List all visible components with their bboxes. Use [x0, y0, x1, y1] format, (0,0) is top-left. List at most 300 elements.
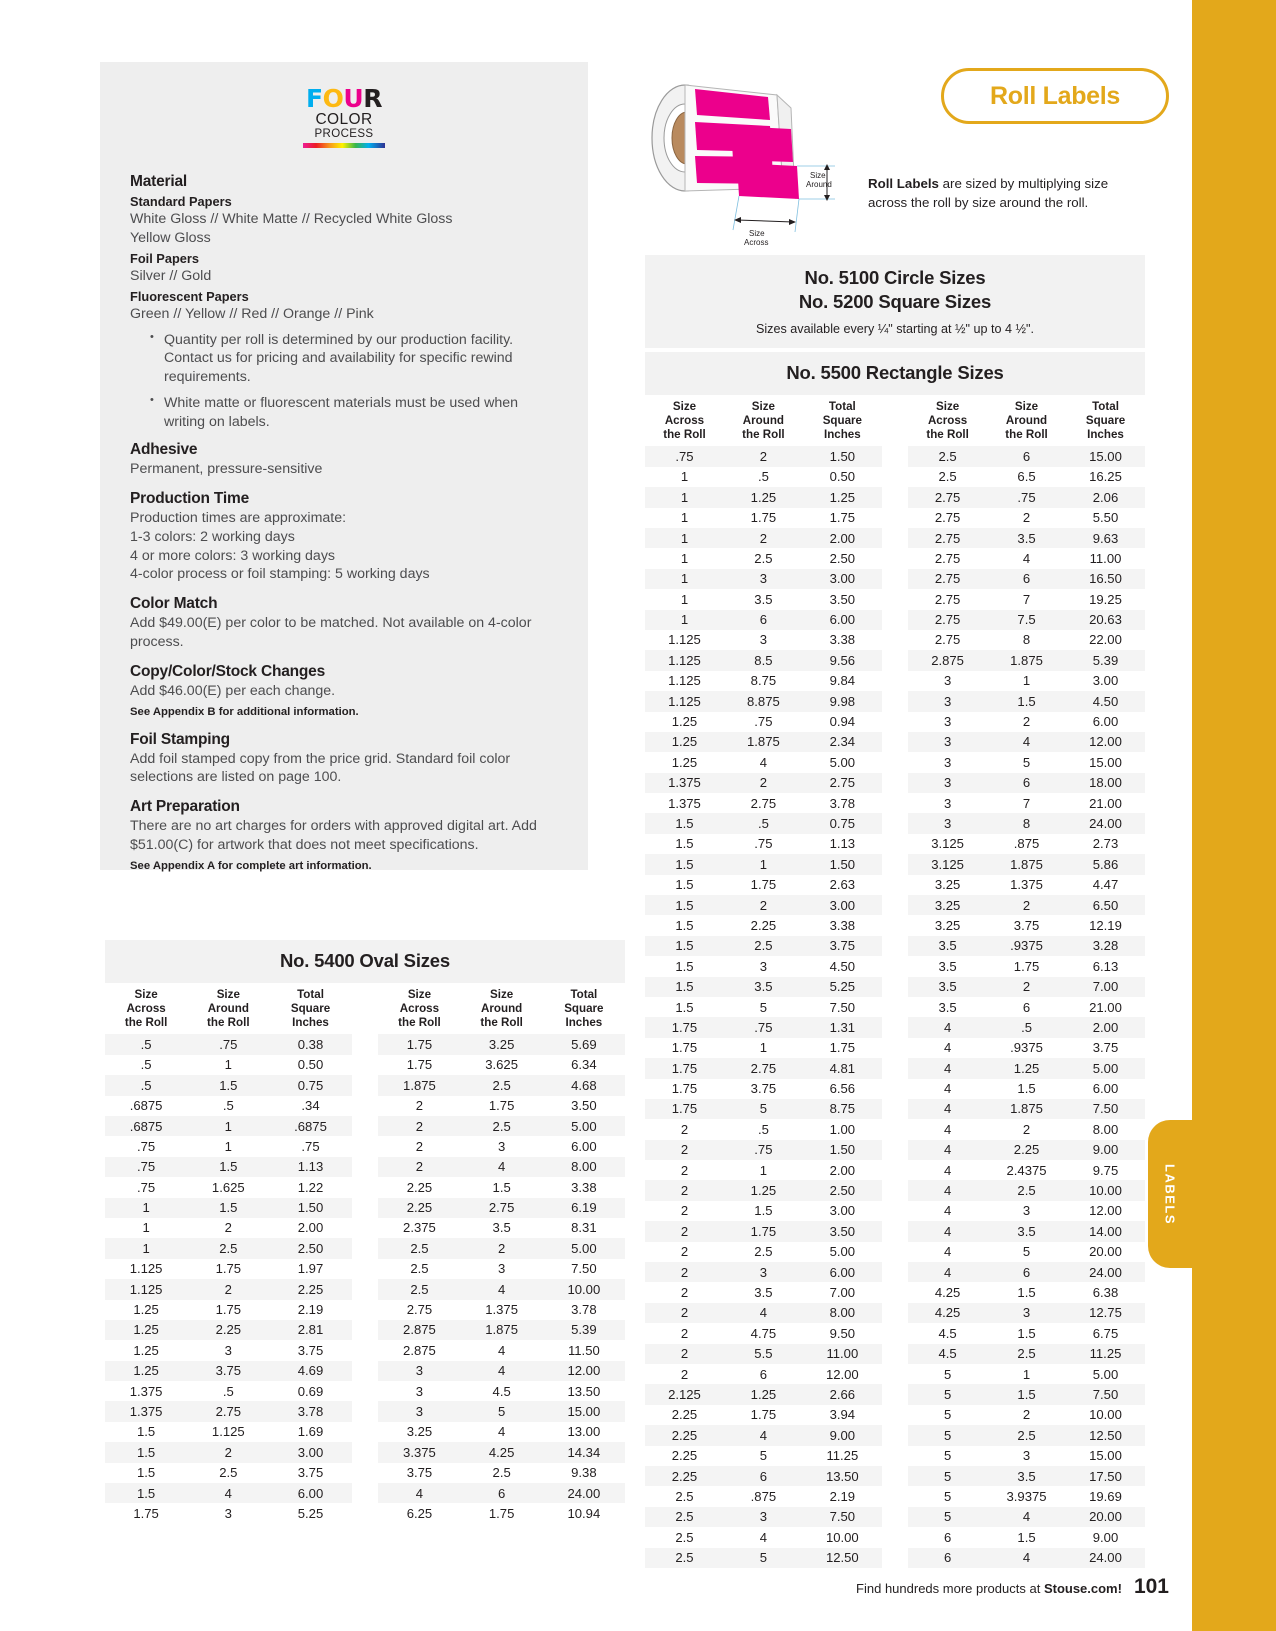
- table-row: [645, 1282, 1145, 1302]
- cell-size-around: 3: [224, 1342, 232, 1358]
- cell-total-inches: 10.00: [1066, 1180, 1145, 1200]
- cell-size-across: 4: [908, 1058, 987, 1078]
- col-total-inches-right: Total Square Inches: [1085, 400, 1126, 441]
- col-size-across-left: Size Across the Roll: [663, 400, 706, 441]
- cell-size-across: 2.25: [671, 1407, 698, 1423]
- cell-total-inches: 0.94: [829, 714, 856, 730]
- cell-size-across: 1.75: [671, 1081, 698, 1097]
- oval-table-body: [105, 1034, 625, 1523]
- table-row: [645, 1486, 1145, 1506]
- cell-size-around: 3: [1022, 1448, 1031, 1464]
- cell-total-inches: 4.69: [269, 1361, 351, 1381]
- cell-total-inches: 8.00: [803, 1303, 882, 1323]
- table-row: [645, 1303, 1145, 1323]
- cell-size-across: 5: [908, 1425, 987, 1445]
- cell-size-across: 2: [645, 1221, 724, 1241]
- cell-total-inches: 1.75: [829, 1040, 856, 1056]
- column-gap: [882, 956, 908, 976]
- cell-total-inches: 9.38: [571, 1465, 597, 1481]
- cell-total-inches: 13.00: [567, 1424, 601, 1440]
- table-row: [105, 1177, 625, 1197]
- table-row: [645, 1384, 1145, 1404]
- table-row: [645, 548, 1145, 568]
- cell-size-across: 2: [415, 1138, 424, 1154]
- cell-size-around: 4: [759, 754, 768, 770]
- changes-appendix-note: See Appendix B for additional information.: [130, 705, 359, 718]
- cell-size-around: 1.875: [987, 854, 1066, 874]
- cell-total-inches: 11.00: [803, 1344, 882, 1364]
- four-color-process-logo: [303, 86, 385, 148]
- column-gap: [352, 1198, 379, 1218]
- table-header-row: [105, 983, 625, 1034]
- cell-size-around: 4.75: [750, 1325, 777, 1341]
- column-gap: [882, 1038, 908, 1058]
- cell-size-across: 4: [908, 1262, 987, 1282]
- cell-total-inches: 10.00: [825, 1529, 859, 1545]
- cell-size-around: 1.75: [215, 1302, 242, 1318]
- cell-total-inches: 16.50: [1066, 569, 1145, 589]
- table-row: [105, 1422, 625, 1442]
- cell-total-inches: 15.00: [543, 1401, 625, 1421]
- table-row: [645, 1364, 1145, 1384]
- cell-size-around: 3: [1022, 1203, 1031, 1219]
- cell-total-inches: 6.00: [1092, 714, 1119, 730]
- cell-size-around: 1.875: [987, 1099, 1066, 1119]
- cell-size-across: 1: [680, 510, 689, 526]
- cell-size-across: 2: [645, 1180, 724, 1200]
- table-row: [645, 712, 1145, 732]
- cell-size-around: 1: [759, 1162, 768, 1178]
- cell-total-inches: 2.50: [829, 550, 856, 566]
- cell-size-around: 3: [724, 1262, 803, 1282]
- column-gap: [882, 1446, 908, 1466]
- cell-size-around: 4: [987, 1548, 1066, 1568]
- cell-total-inches: 12.50: [803, 1548, 882, 1568]
- material-bullet-list: [130, 331, 558, 432]
- table-row: [105, 1361, 625, 1381]
- cell-size-around: 7: [1022, 795, 1031, 811]
- column-gap: [882, 446, 908, 466]
- cell-size-around: 2: [724, 528, 803, 548]
- cell-size-around: .875: [750, 1488, 777, 1504]
- cell-size-across: 1.375: [105, 1401, 187, 1421]
- column-gap: [352, 1381, 379, 1401]
- cell-total-inches: 8.31: [571, 1220, 597, 1236]
- cell-size-across: 1.125: [129, 1261, 163, 1277]
- table-row: [645, 589, 1145, 609]
- cell-size-across: 1.5: [105, 1442, 187, 1462]
- column-gap: [352, 983, 379, 1034]
- cell-total-inches: 3.00: [829, 1203, 856, 1219]
- cell-size-around: 2.5: [461, 1116, 543, 1136]
- cell-total-inches: 3.00: [269, 1442, 351, 1462]
- col-size-around-left: Size Around the Roll: [207, 988, 250, 1029]
- cell-size-around: 1.5: [492, 1179, 511, 1195]
- table-row: [645, 467, 1145, 487]
- cell-total-inches: 0.50: [297, 1057, 324, 1073]
- oval-sizes-banner: [105, 940, 625, 983]
- cell-size-across: 1.25: [671, 714, 698, 730]
- cell-size-across: 1.375: [129, 1383, 163, 1399]
- cell-size-around: 5: [461, 1401, 543, 1421]
- cell-size-around: 3: [497, 1138, 506, 1154]
- cell-size-around: 1.25: [724, 1180, 803, 1200]
- cell-total-inches: 15.00: [1066, 446, 1145, 466]
- cell-size-across: 5: [943, 1366, 952, 1382]
- cell-total-inches: 9.75: [1092, 1162, 1119, 1178]
- cell-size-around: 7: [1022, 591, 1031, 607]
- cell-total-inches: 1.25: [803, 487, 882, 507]
- cell-total-inches: 24.00: [1066, 1262, 1145, 1282]
- cell-size-across: 3.125: [908, 854, 987, 874]
- cell-size-around: 3.75: [187, 1361, 269, 1381]
- cell-size-around: 1.875: [987, 650, 1066, 670]
- cell-size-across: 2: [415, 1098, 424, 1114]
- cell-size-across: 1.5: [137, 1424, 156, 1440]
- list-item: • Quantity per roll is determined by our production facility. Contact us for pricing and availability for specific rewind requirements.: [150, 331, 558, 388]
- cell-size-around: 2.5: [987, 1344, 1066, 1364]
- cell-size-around: 1.5: [987, 1384, 1066, 1404]
- cell-size-across: 4: [943, 1244, 952, 1260]
- cell-size-around: 2: [1022, 1407, 1031, 1423]
- column-gap: [352, 1157, 379, 1177]
- cell-size-across: .75: [105, 1157, 187, 1177]
- table-row: [105, 1279, 625, 1299]
- cell-size-around: 2: [987, 895, 1066, 915]
- cell-size-across: 4: [908, 1221, 987, 1241]
- cell-total-inches: 9.00: [1066, 1140, 1145, 1160]
- cell-size-around: 2: [224, 1220, 232, 1236]
- cell-total-inches: 7.50: [571, 1261, 597, 1277]
- column-gap: [882, 1486, 908, 1506]
- cell-total-inches: 1.31: [803, 1017, 882, 1037]
- cell-size-around: 4: [187, 1483, 269, 1503]
- cell-size-across: 3.5: [908, 936, 987, 956]
- cell-size-across: 2.875: [908, 650, 987, 670]
- logo-process-text: PROCESS: [314, 127, 374, 140]
- cell-size-across: 1.375: [668, 795, 701, 811]
- cell-size-across: 2.125: [645, 1384, 724, 1404]
- cell-total-inches: 2.50: [803, 1180, 882, 1200]
- table-row: [645, 1099, 1145, 1119]
- column-gap: [882, 1058, 908, 1078]
- cell-size-across: 2.25: [378, 1198, 460, 1218]
- cell-size-around: 4: [987, 1507, 1066, 1527]
- column-gap: [882, 1323, 908, 1343]
- cell-size-around: 2: [187, 1279, 269, 1299]
- column-gap: [882, 773, 908, 793]
- cell-size-around: .9375: [987, 936, 1066, 956]
- table-row: [105, 1381, 625, 1401]
- cell-size-across: 5: [908, 1384, 987, 1404]
- cell-total-inches: 1.75: [829, 510, 856, 526]
- column-gap: [882, 508, 908, 528]
- table-row: [645, 487, 1145, 507]
- four-color-process-logo-wrap: [100, 62, 588, 148]
- column-gap: [882, 997, 908, 1017]
- table-row: [645, 1201, 1145, 1221]
- cell-total-inches: 2.00: [297, 1220, 324, 1236]
- table-row: [645, 446, 1145, 466]
- cell-size-across: .6875: [105, 1116, 187, 1136]
- cell-total-inches: 3.75: [803, 936, 882, 956]
- rectangle-table-head: [645, 395, 1145, 446]
- column-gap: [882, 1140, 908, 1160]
- cell-size-across: 3.25: [934, 917, 961, 933]
- cell-size-across: 2.5: [675, 1488, 694, 1504]
- cell-total-inches: 6.00: [803, 610, 882, 630]
- foil-stamping-line: Add foil stamped copy from the price grid. Standard foil color selections are listed on page 100.: [130, 750, 511, 786]
- table-row: [645, 1425, 1145, 1445]
- table-row: [105, 1320, 625, 1340]
- cell-size-across: 3: [943, 714, 952, 730]
- changes-line: Add $46.00(E) per each change.: [130, 683, 336, 699]
- cell-size-across: 6.25: [406, 1505, 433, 1521]
- roll-label-illustration: [645, 70, 875, 255]
- column-gap: [882, 528, 908, 548]
- cell-size-across: 1.75: [671, 1040, 698, 1056]
- cell-size-around: 6: [987, 446, 1066, 466]
- art-preparation-heading: Art Preparation: [130, 798, 240, 816]
- table-row: [105, 1483, 625, 1503]
- column-gap: [882, 936, 908, 956]
- cell-size-around: 5: [759, 999, 768, 1015]
- cell-size-across: 1: [645, 528, 724, 548]
- column-gap: [882, 854, 908, 874]
- cell-size-across: 1.75: [133, 1505, 159, 1521]
- column-gap: [882, 793, 908, 813]
- footer-note-text: Find hundreds more products at: [856, 1581, 1044, 1596]
- cell-size-across: 1.75: [378, 1034, 460, 1054]
- table-row: [645, 773, 1145, 793]
- cell-size-across: 2: [680, 1325, 689, 1341]
- cell-size-across: 5: [943, 1407, 952, 1423]
- cell-total-inches: 0.75: [269, 1075, 351, 1095]
- cell-size-across: 2: [645, 1344, 724, 1364]
- cell-size-across: 2: [680, 1121, 689, 1137]
- rectangle-sizes-block: [645, 352, 1145, 1568]
- cell-size-around: 1.5: [187, 1075, 269, 1095]
- cell-size-across: 1: [105, 1198, 187, 1218]
- cell-size-across: 4: [943, 1203, 952, 1219]
- cell-size-across: 1.5: [675, 836, 694, 852]
- cell-size-around: 2.4375: [1006, 1162, 1047, 1178]
- col-total-inches-left: Total Square Inches: [822, 400, 862, 441]
- cell-total-inches: 24.00: [543, 1483, 625, 1503]
- circle-square-sizes-block: [645, 255, 1145, 348]
- cell-total-inches: 9.84: [829, 673, 856, 689]
- cell-size-around: .5: [757, 469, 769, 485]
- cell-total-inches: 1.69: [297, 1424, 324, 1440]
- cell-size-around: 2.75: [750, 795, 777, 811]
- intro-rest: are sized by multiplying size across the roll by size around the roll.: [868, 176, 1109, 211]
- cell-total-inches: 13.50: [567, 1383, 601, 1399]
- cell-total-inches: 1.50: [269, 1198, 351, 1218]
- cell-size-across: 3.75: [406, 1465, 433, 1481]
- cell-size-across: 2.5: [908, 446, 987, 466]
- table-row: [105, 1259, 625, 1279]
- cell-size-across: 3: [908, 813, 987, 833]
- column-gap: [352, 1442, 379, 1462]
- cell-total-inches: 12.00: [1089, 1203, 1122, 1219]
- cell-total-inches: 20.00: [1089, 1244, 1122, 1260]
- cell-total-inches: 0.38: [269, 1034, 351, 1054]
- column-gap: [352, 1136, 379, 1156]
- cell-size-around: 3.5: [754, 591, 773, 607]
- cell-size-across: 1: [680, 550, 689, 566]
- cell-size-around: .75: [724, 1017, 803, 1037]
- cell-size-around: 2: [987, 977, 1066, 997]
- column-gap: [352, 1238, 379, 1258]
- column-gap: [882, 610, 908, 630]
- adhesive-heading: Adhesive: [130, 440, 198, 458]
- table-row: [645, 854, 1145, 874]
- cell-size-across: 2: [680, 1244, 689, 1260]
- cell-size-across: 1: [645, 610, 724, 630]
- cell-size-across: 1.125: [668, 673, 701, 689]
- cell-total-inches: 9.00: [1092, 1529, 1119, 1545]
- col-total-inches-left: Total Square Inches: [290, 988, 331, 1029]
- cell-size-across: 1.5: [645, 977, 724, 997]
- table-row: [645, 528, 1145, 548]
- cell-total-inches: 5.00: [543, 1116, 625, 1136]
- cell-total-inches: 5.00: [1092, 1366, 1119, 1382]
- cell-size-around: 1.5: [187, 1157, 269, 1177]
- cell-size-across: 2.875: [378, 1320, 460, 1340]
- cell-size-across: 1.375: [645, 773, 724, 793]
- cell-total-inches: 11.25: [1066, 1344, 1145, 1364]
- table-row: [105, 1503, 625, 1523]
- cell-total-inches: 5.00: [1066, 1058, 1145, 1078]
- column-gap: [882, 487, 908, 507]
- column-gap: [882, 1384, 908, 1404]
- table-row: [105, 1157, 625, 1177]
- column-gap: [882, 1405, 908, 1425]
- cell-total-inches: 6.56: [829, 1081, 856, 1097]
- cell-size-around: 3.5: [987, 528, 1066, 548]
- oval-sizes-title: No. 5400 Oval Sizes: [280, 950, 450, 971]
- column-gap: [882, 1180, 908, 1200]
- column-gap: [882, 1201, 908, 1221]
- page-number: 101: [1133, 1575, 1169, 1598]
- table-row: [645, 671, 1145, 691]
- cell-size-across: 2: [680, 1366, 689, 1382]
- column-gap: [882, 1425, 908, 1445]
- cell-size-across: 2.875: [403, 1342, 436, 1358]
- cell-size-across: 2: [645, 1262, 724, 1282]
- cell-total-inches: 16.25: [1089, 469, 1122, 485]
- cell-size-across: 4: [378, 1483, 460, 1503]
- cell-total-inches: 3.28: [1066, 936, 1145, 956]
- logo-color-text: COLOR: [315, 111, 373, 128]
- cell-size-around: 6: [724, 1466, 803, 1486]
- cell-total-inches: 5.00: [543, 1238, 625, 1258]
- cell-size-across: 2.25: [645, 1466, 724, 1486]
- column-gap: [352, 1320, 379, 1340]
- cell-total-inches: 6.19: [543, 1198, 625, 1218]
- cell-total-inches: 5.25: [297, 1505, 324, 1521]
- cell-total-inches: .75: [301, 1138, 320, 1154]
- table-row: [645, 956, 1145, 976]
- column-gap: [352, 1177, 379, 1197]
- page-edge-bar: [1192, 0, 1276, 1631]
- cell-total-inches: 8.00: [1092, 1121, 1119, 1137]
- table-row: [645, 1262, 1145, 1282]
- cell-size-around: 1.75: [724, 1221, 803, 1241]
- cell-total-inches: 5.00: [829, 1244, 856, 1260]
- cell-size-around: 2.5: [724, 936, 803, 956]
- col-size-around-right: Size Around the Roll: [480, 988, 523, 1029]
- cell-total-inches: 6.50: [1066, 895, 1145, 915]
- cell-size-around: 1.25: [987, 1058, 1066, 1078]
- column-gap: [352, 1503, 379, 1523]
- cell-size-around: 3: [224, 1505, 232, 1521]
- table-row: [645, 1446, 1145, 1466]
- cell-size-across: 1.5: [675, 917, 694, 933]
- cell-total-inches: 1.50: [803, 854, 882, 874]
- col-size-across-left: Size Across the Roll: [124, 988, 168, 1029]
- cell-size-across: 1.75: [406, 1057, 433, 1073]
- roll-labels-intro: [868, 175, 1143, 213]
- cell-total-inches: 9.50: [829, 1325, 856, 1341]
- cell-size-across: .75: [137, 1138, 156, 1154]
- table-row: [645, 1221, 1145, 1241]
- cell-size-around: 2.5: [219, 1465, 238, 1481]
- cell-size-across: 3.25: [908, 895, 987, 915]
- column-gap: [882, 1017, 908, 1037]
- cell-size-across: 1.25: [133, 1302, 159, 1318]
- size-across-dimension-label: Size: [749, 229, 765, 238]
- cell-total-inches: 3.00: [803, 569, 882, 589]
- cell-size-across: 2: [378, 1157, 460, 1177]
- cell-size-across: 5: [908, 1466, 987, 1486]
- column-gap: [882, 1344, 908, 1364]
- list-item: • White matte or fluorescent materials must be used when writing on labels.: [150, 394, 558, 432]
- cell-total-inches: 1.50: [803, 1140, 882, 1160]
- cell-size-around: 3.5: [754, 1284, 773, 1300]
- cell-total-inches: 3.00: [803, 895, 882, 915]
- cell-size-across: 3: [943, 795, 952, 811]
- table-row: [645, 1180, 1145, 1200]
- cell-size-across: 1.25: [645, 732, 724, 752]
- cell-size-around: 1.5: [1017, 1284, 1036, 1300]
- column-gap: [882, 834, 908, 854]
- cell-size-around: 4: [1022, 550, 1031, 566]
- section-tab-label-wrap: [1148, 1120, 1192, 1268]
- cell-size-around: 2.25: [187, 1320, 269, 1340]
- cell-size-around: 2.5: [754, 550, 773, 566]
- cell-size-around: 4: [497, 1342, 506, 1358]
- cell-total-inches: .34: [301, 1098, 320, 1114]
- cell-total-inches: 2.75: [803, 773, 882, 793]
- table-row: [645, 1548, 1145, 1568]
- column-gap: [352, 1361, 379, 1381]
- table-row: [645, 1507, 1145, 1527]
- cell-size-around: 1.375: [485, 1302, 519, 1318]
- cell-size-around: 6: [461, 1483, 543, 1503]
- cell-size-across: 1.25: [105, 1320, 187, 1340]
- column-gap: [352, 1116, 379, 1136]
- rectangle-sizes-title: No. 5500 Rectangle Sizes: [786, 362, 1004, 383]
- cell-size-across: 2.75: [934, 591, 961, 607]
- cell-size-across: .5: [105, 1075, 187, 1095]
- column-gap: [882, 915, 908, 935]
- cell-size-across: 4.25: [934, 1284, 961, 1300]
- column-gap: [352, 1075, 379, 1095]
- cell-size-across: 2: [378, 1116, 460, 1136]
- cell-size-across: 1.5: [675, 958, 694, 974]
- table-row: [645, 732, 1145, 752]
